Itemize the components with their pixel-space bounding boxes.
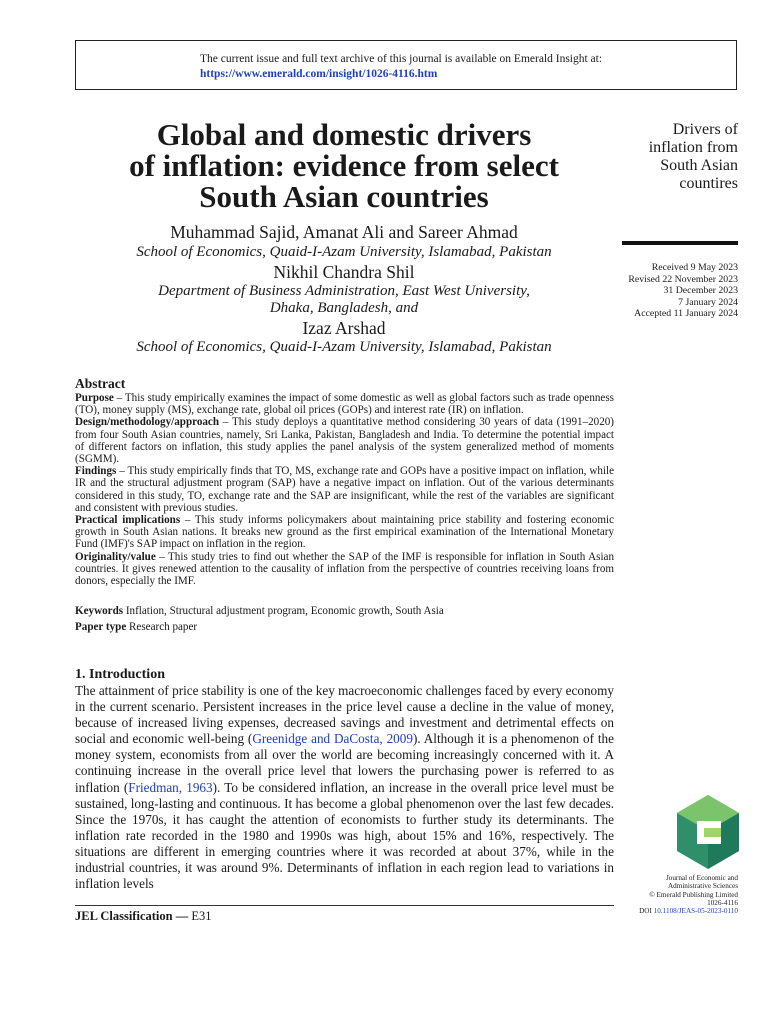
findings-label: Findings xyxy=(75,465,117,478)
design-label: Design/methodology/approach xyxy=(75,416,220,429)
doi-line xyxy=(600,907,738,915)
introduction-body xyxy=(75,683,614,892)
access-notice-text: The current issue and full text archive of this journal is available on Emerald Insight at: xyxy=(200,53,603,65)
abstract-practical xyxy=(75,514,614,551)
access-notice-box xyxy=(75,40,737,90)
running-head-line-3: South Asian xyxy=(660,157,738,174)
design-text: – This study deploys a quantitative method considering 30 years of data (1991–2020) from four South Asian countries, namely, Sri Lanka, Pakistan, Bangladesh and India. To determine the potential impact of different factors on inflation, this study applies the panel analysis of the system generalized method of moments (SGMM). xyxy=(75,416,614,466)
purpose-text: – This study empirically examines the impact of some domestic as well as global factors such as trade openness (TO), money supply (MS), exchange rate, global oil prices (GOPs) and interest rate (IR) on inflation. xyxy=(75,392,614,417)
title-line-1: Global and domestic drivers xyxy=(156,117,532,152)
affiliation-1: School of Economics, Quaid-I-Azam University, Islamabad, Pakistan xyxy=(136,244,552,260)
jel-code: E31 xyxy=(188,909,212,923)
practical-label: Practical implications xyxy=(75,514,181,527)
abstract-findings xyxy=(75,465,614,514)
intro-paragraph xyxy=(75,683,614,892)
abstract-purpose xyxy=(75,392,614,416)
abstract-design xyxy=(75,416,614,465)
paper-type-text: Research paper xyxy=(126,621,198,633)
abstract-heading: Abstract xyxy=(75,376,126,391)
date-accepted: Accepted 11 January 2024 xyxy=(634,308,738,320)
journal-name-line-1: Journal of Economic and xyxy=(665,874,738,882)
journal-name-line-2: Administrative Sciences xyxy=(667,882,738,891)
keywords-text: Inflation, Structural adjustment program, Economic growth, South Asia xyxy=(123,605,444,617)
journal-url-link[interactable]: https://www.emerald.com/insight/1026-4116.htm xyxy=(200,68,438,80)
citation-friedman[interactable]: Friedman, 1963 xyxy=(128,779,213,795)
originality-text: – This study tries to find out whether the SAP of the IMF is responsible for inflation in South Asian countries. It gives renewed attention to the causality of inflation from the perspective of countries receiving loans from donors, especially the IMF. xyxy=(75,550,614,588)
journal-info xyxy=(600,874,738,915)
publisher: © Emerald Publishing Limited xyxy=(649,890,738,899)
intro-text-1: The attainment of price stability is one of the key macroeconomic challenges faced by every economy in the current scenario. Persistent increases in the price level cause a decline in the value of money, because of increased living expenses, decreased savings and investment and detrimental effects on social and economic well-being ( xyxy=(75,683,614,747)
abstract-originality xyxy=(75,551,614,588)
keywords xyxy=(75,605,614,617)
issn: 1026-4116 xyxy=(707,898,738,907)
section-heading-introduction: 1. Introduction xyxy=(75,667,165,682)
running-head-line-1: Drivers of xyxy=(672,121,738,138)
affiliation-2-line-2: Dhaka, Bangladesh, and xyxy=(269,300,419,316)
findings-text: – This study empirically finds that TO, MS, exchange rate and GOPs have a positive impact on inflation, while IR and the structural adjustment program (SAP) have a negative impact on inflation. Out of the various determinants considered in this study, TO, exchange rate and the SAP are insignificant, while the rest of the variables are significant and consistent with previous studies. xyxy=(75,465,614,514)
author-group-1: Muhammad Sajid, Amanat Ali and Sareer Ahmad xyxy=(170,222,518,242)
paper-type xyxy=(75,621,614,633)
purpose-label: Purpose xyxy=(75,392,114,404)
title-line-2: of inflation: evidence from select xyxy=(129,148,559,183)
affiliation-3: School of Economics, Quaid-I-Azam University, Islamabad, Pakistan xyxy=(136,339,552,355)
running-head-line-4: countires xyxy=(679,175,738,192)
running-head-rule xyxy=(622,241,738,245)
practical-text: – This study informs policymakers about maintaining price stability and fostering economic growth in South Asian nations. It breaks new ground as the first empirical examination of the International Monetary Fund (IMF)'s SAP impact on inflation in the region. xyxy=(75,514,614,551)
keywords-label: Keywords xyxy=(75,605,124,617)
intro-text-2: ). Although it is a phenomenon of the money system, economists from all over the world are becoming increasingly concerned with it. A continuing increase in the overall price level that lowers the purchasing power is referred to as inflation ( xyxy=(75,731,614,795)
doi-link[interactable]: 10.1108/JEAS-05-2023-0110 xyxy=(653,907,738,916)
intro-text-3: ). To be considered inflation, an increase in the overall price level must be sustained, long-lasting and continuous. It has become a global phenomenon over the last few decades. Since the 1970s, it has caught the attention of economists to further study its determinants. The inflation rate recorded in the 1980 and 1990s was high, about 15% and 16%, respectively. The situations are different in emerging countries where it was recorded at about 37%, while in the industrial countries, it was around 9%. Determinants of inflation in each region lead to variations in inflation levels xyxy=(75,779,614,892)
date-revised-1: Revised 22 November 2023 xyxy=(628,273,738,285)
originality-label: Originality/value xyxy=(75,550,156,563)
article-title xyxy=(80,119,608,212)
title-line-3: South Asian countries xyxy=(199,179,489,214)
footer-rule xyxy=(75,905,614,906)
affiliation-2-line-1: Department of Business Administration, East West University, xyxy=(158,283,530,299)
date-revised-3: 7 January 2024 xyxy=(678,296,738,308)
date-received: Received 9 May 2023 xyxy=(651,262,738,273)
citation-greenidge[interactable]: Greenidge and DaCosta, 2009 xyxy=(252,731,413,747)
jel-classification xyxy=(75,909,211,924)
author-group-3: Izaz Arshad xyxy=(302,318,386,338)
emerald-logo-icon xyxy=(677,795,739,869)
running-head xyxy=(618,121,738,193)
paper-type-label: Paper type xyxy=(75,621,127,633)
submission-dates xyxy=(590,262,738,320)
abstract-body xyxy=(75,392,614,587)
doi-label: DOI xyxy=(639,907,654,916)
date-revised-2: 31 December 2023 xyxy=(663,285,738,297)
running-head-line-2: inflation from xyxy=(648,139,738,156)
jel-label: JEL Classification — xyxy=(75,909,189,923)
author-group-2: Nikhil Chandra Shil xyxy=(273,262,415,282)
